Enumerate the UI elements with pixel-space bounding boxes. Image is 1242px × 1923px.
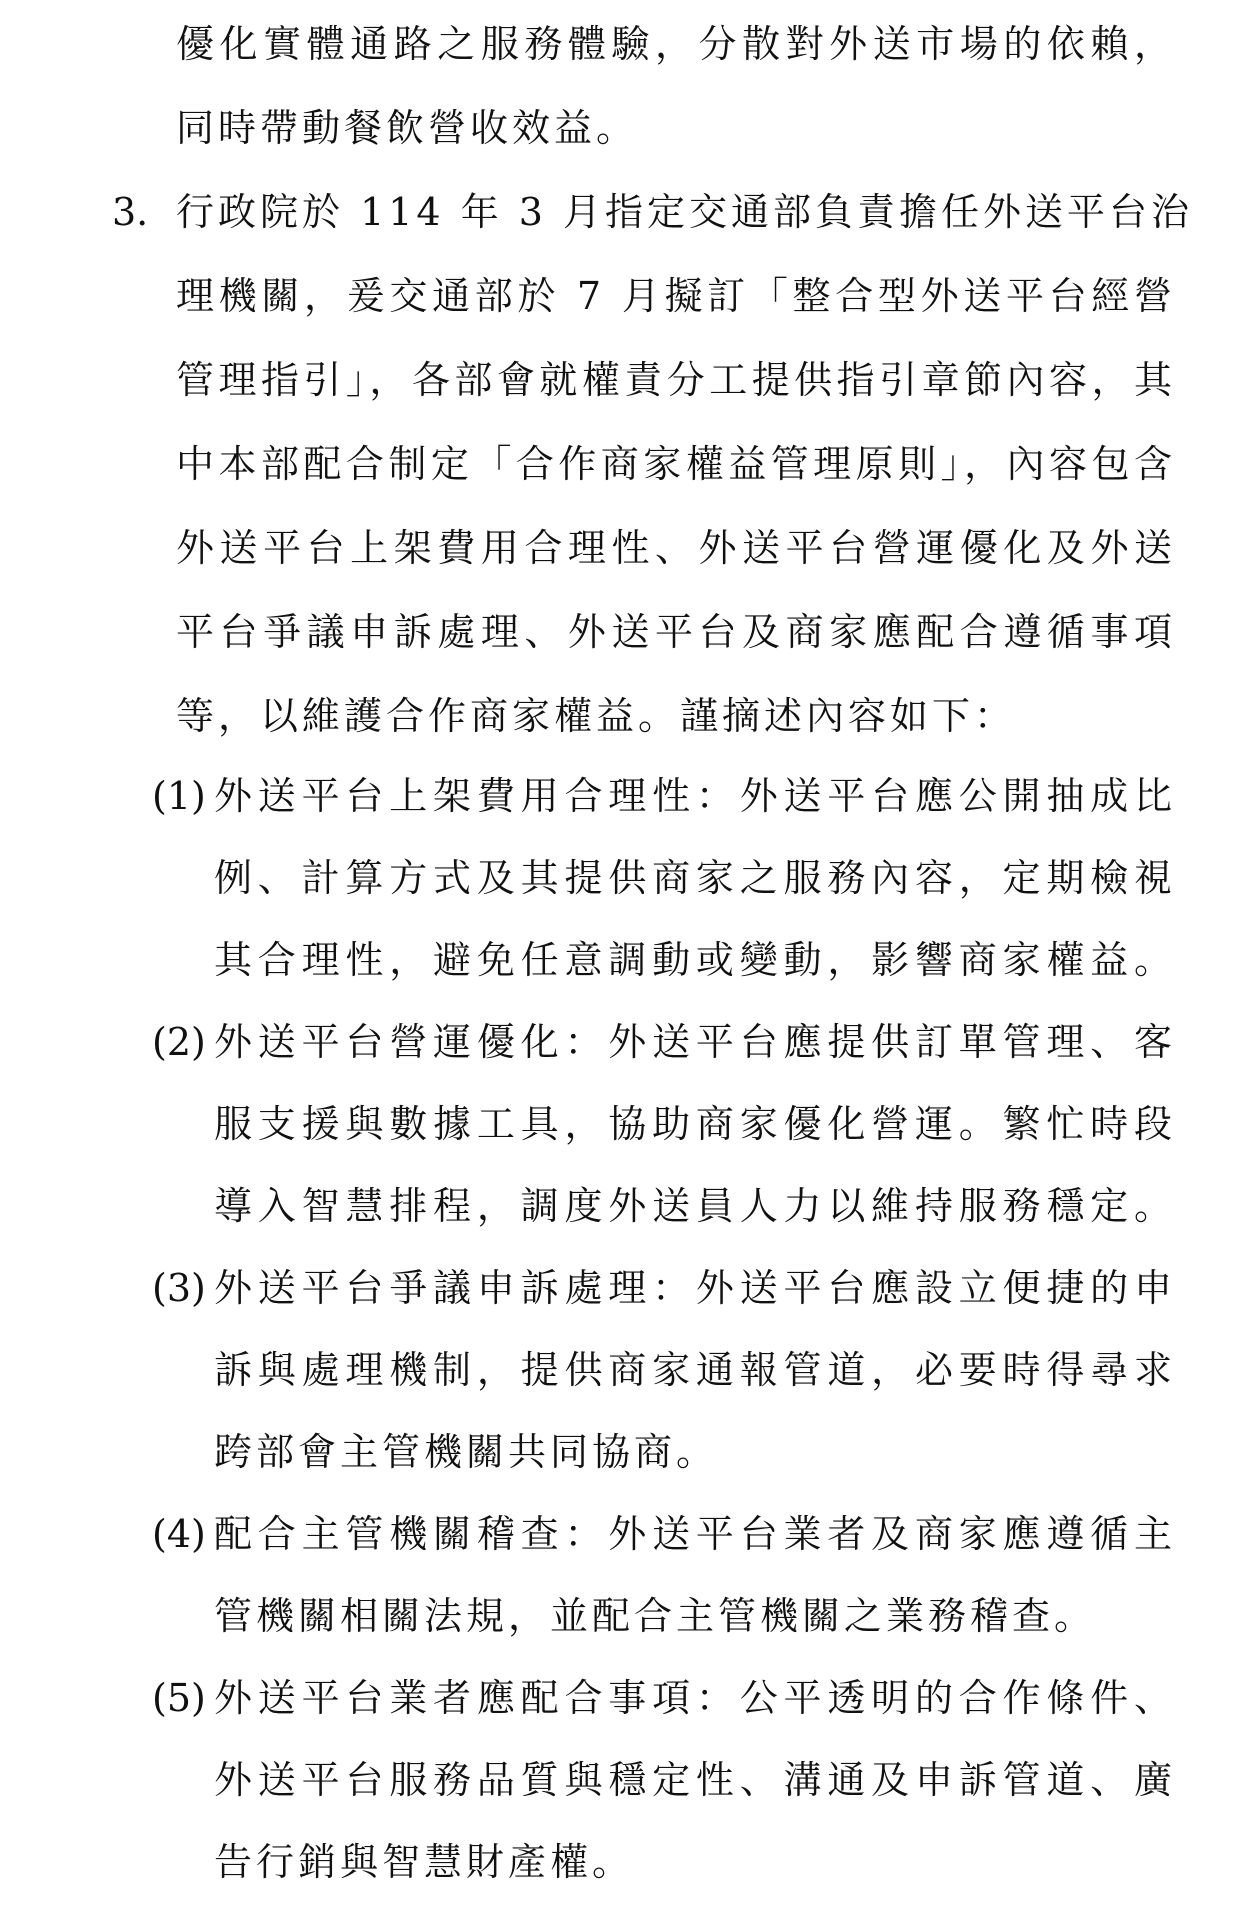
text-line: 外送平台上架費用合理性、外送平台營運優化及外送: [176, 526, 1176, 570]
text-line: 告行銷與智慧財產權。: [214, 1840, 635, 1884]
text-line: 其合理性，避免任意調動或變動，影響商家權益。: [214, 938, 1176, 982]
text-line: 服支援與數據工具，協助商家優化營運。繁忙時段: [214, 1102, 1176, 1146]
text-line: 同時帶動餐飲營收效益。: [176, 106, 639, 150]
text-line: 外送平台營運優化：外送平台應提供訂單管理、客: [214, 1020, 1176, 1064]
text-line: 管理指引」，各部會就權責分工提供指引章節內容，其: [176, 358, 1176, 402]
subitem-marker: (4): [152, 1512, 206, 1556]
text-line: 外送平台上架費用合理性：外送平台應公開抽成比: [214, 774, 1176, 818]
subitem-marker: (5): [152, 1676, 206, 1720]
text-line: 跨部會主管機關共同協商。: [214, 1430, 719, 1474]
text-line: 平台爭議申訴處理、外送平台及商家應配合遵循事項: [176, 610, 1176, 654]
text-line: 優化實體通路之服務體驗，分散對外送市場的依賴，: [176, 22, 1176, 66]
text-line: 管機關相關法規，並配合主管機關之業務稽查。: [214, 1594, 1097, 1638]
text-line: 外送平台爭議申訴處理：外送平台應設立便捷的申: [214, 1266, 1176, 1310]
text-line: 理機關，爰交通部於 7 月擬訂「整合型外送平台經營: [176, 274, 1176, 318]
item-3-marker: 3.: [112, 190, 149, 234]
text-line: 訴與處理機制，提供商家通報管道，必要時得尋求: [214, 1348, 1176, 1392]
subitem-marker: (3): [152, 1266, 206, 1310]
text-line: 配合主管機關稽查：外送平台業者及商家應遵循主: [214, 1512, 1176, 1556]
text-line: 等，以維護合作商家權益。謹摘述內容如下：: [176, 694, 1017, 738]
text-line: 例、計算方式及其提供商家之服務內容，定期檢視: [214, 856, 1176, 900]
text-line: 中本部配合制定「合作商家權益管理原則」，內容包含: [176, 442, 1176, 486]
text-line: 外送平台服務品質與穩定性、溝通及申訴管道、廣: [214, 1758, 1176, 1802]
text-line: 行政院於 114 年 3 月指定交通部負責擔任外送平台治: [176, 190, 1194, 234]
subitem-marker: (2): [152, 1020, 206, 1064]
subitem-marker: (1): [152, 774, 206, 818]
text-line: 外送平台業者應配合事項：公平透明的合作條件、: [214, 1676, 1176, 1720]
text-line: 導入智慧排程，調度外送員人力以維持服務穩定。: [214, 1184, 1176, 1228]
